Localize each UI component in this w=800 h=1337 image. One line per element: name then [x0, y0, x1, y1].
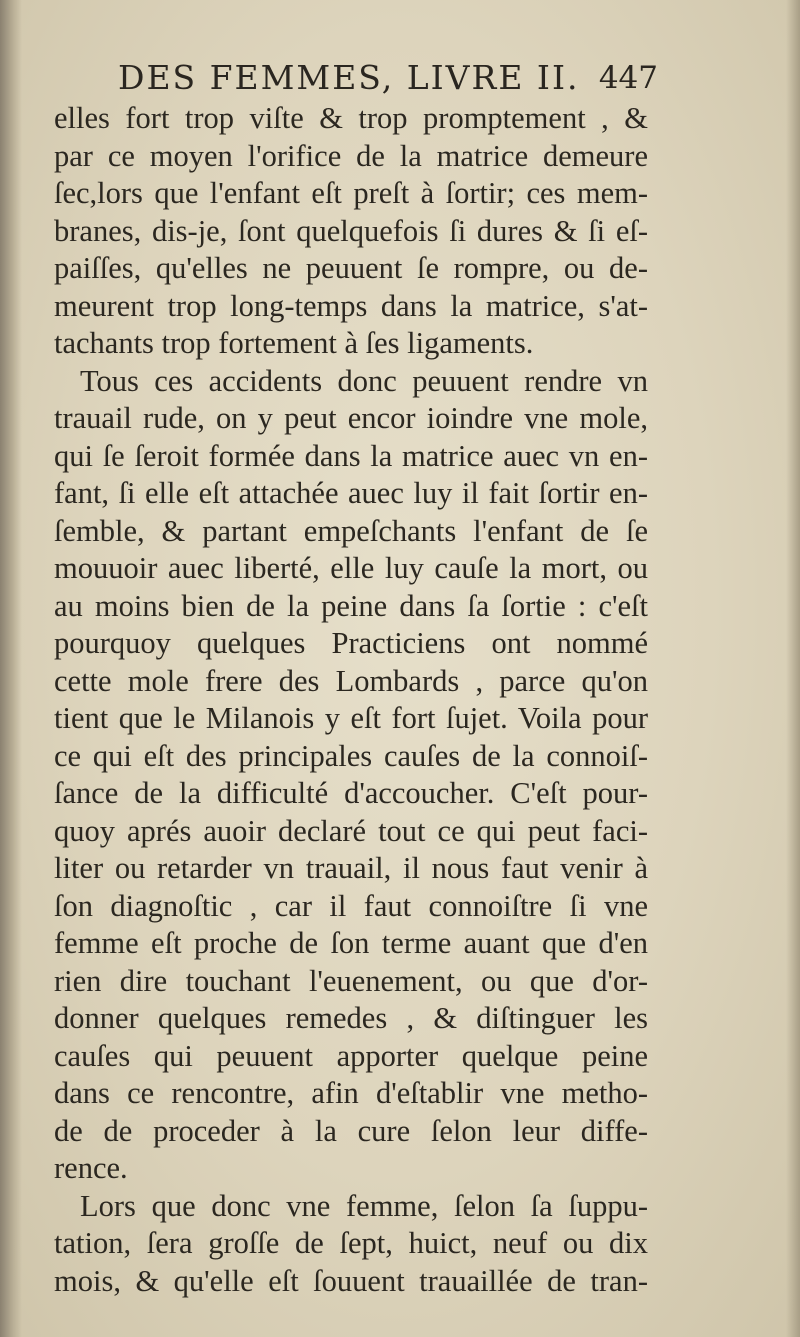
text-line: de de proceder à la cure ſelon leur diffe- — [54, 1113, 648, 1148]
text-line: Tous ces accidents donc peuuent rendre vn — [80, 363, 648, 398]
page-header — [118, 52, 658, 100]
text-line: tient que le Milanois y eſt fort ſujet. Voila pour — [54, 701, 648, 735]
text-line: liter ou retarder vn trauail, il nous faut venir à — [54, 851, 648, 885]
text-line: Lors que donc vne femme, ſelon ſa ſuppu- — [80, 1188, 648, 1223]
text-line: donner quelques remedes , & diſtinguer les — [54, 1001, 648, 1035]
text-line: elles fort trop viſte & trop promptement , & — [54, 101, 648, 135]
text-line: ſemble, & partant empeſchants l'enfant de ſe — [54, 513, 648, 548]
text-line: dans ce rencontre, afin d'eſtablir vne metho- — [54, 1076, 648, 1110]
text-line: femme eſt proche de ſon terme auant que d'en — [54, 926, 648, 960]
text-line: branes, dis-je, ſont quelquefois ſi dures & ſi eſ- — [54, 213, 648, 248]
text-line: rence. — [54, 1151, 128, 1185]
text-line: mois, & qu'elle eſt ſouuent trauaillée de tran- — [54, 1263, 648, 1298]
page-number: 447 — [598, 60, 658, 96]
text-line: paiſſes, qu'elles ne peuuent ſe rompre, ou de- — [54, 251, 648, 285]
running-head: DES FEMMES, LIVRE II. — [118, 58, 580, 97]
text-line: quoy aprés auoir declaré tout ce qui peut faci- — [54, 813, 648, 848]
body-text — [54, 100, 648, 1300]
text-line: tation, ſera groſſe de ſept, huict, neuf ou dix — [54, 1226, 648, 1260]
text-line: au moins bien de la peine dans ſa ſortie : c'eſt — [54, 588, 648, 623]
text-line: mouuoir auec liberté, elle luy cauſe la mort, ou — [54, 551, 648, 585]
text-line: cauſes qui peuuent apporter quelque peine — [54, 1038, 648, 1073]
text-line: ce qui eſt des principales cauſes de la connoiſ- — [54, 738, 648, 773]
text-line: ſance de la difficulté d'accoucher. C'eſt pour- — [54, 776, 648, 810]
text-line: ſon diagnoſtic , car il faut connoiſtre ſi vne — [54, 888, 648, 923]
text-line: fant, ſi elle eſt attachée auec luy il fait ſortir en- — [54, 476, 648, 510]
text-line: pourquoy quelques Practiciens ont nommé — [54, 626, 648, 660]
text-line: trauail rude, on y peut encor ioindre vne mole, — [54, 401, 648, 435]
text-line: qui ſe ſeroit formée dans la matrice auec vn en- — [54, 438, 648, 473]
text-line: cette mole frere des Lombards , parce qu'on — [54, 663, 648, 698]
text-line: par ce moyen l'orifice de la matrice demeure — [54, 138, 648, 173]
text-line: ſec,lors que l'enfant eſt preſt à ſortir; ces mem- — [54, 176, 648, 210]
text-line: rien dire touchant l'euenement, ou que d'or- — [54, 963, 648, 998]
text-line: tachants trop fortement à ſes ligaments. — [54, 326, 534, 360]
text-line: meurent trop long-temps dans la matrice, s'at- — [54, 288, 648, 323]
